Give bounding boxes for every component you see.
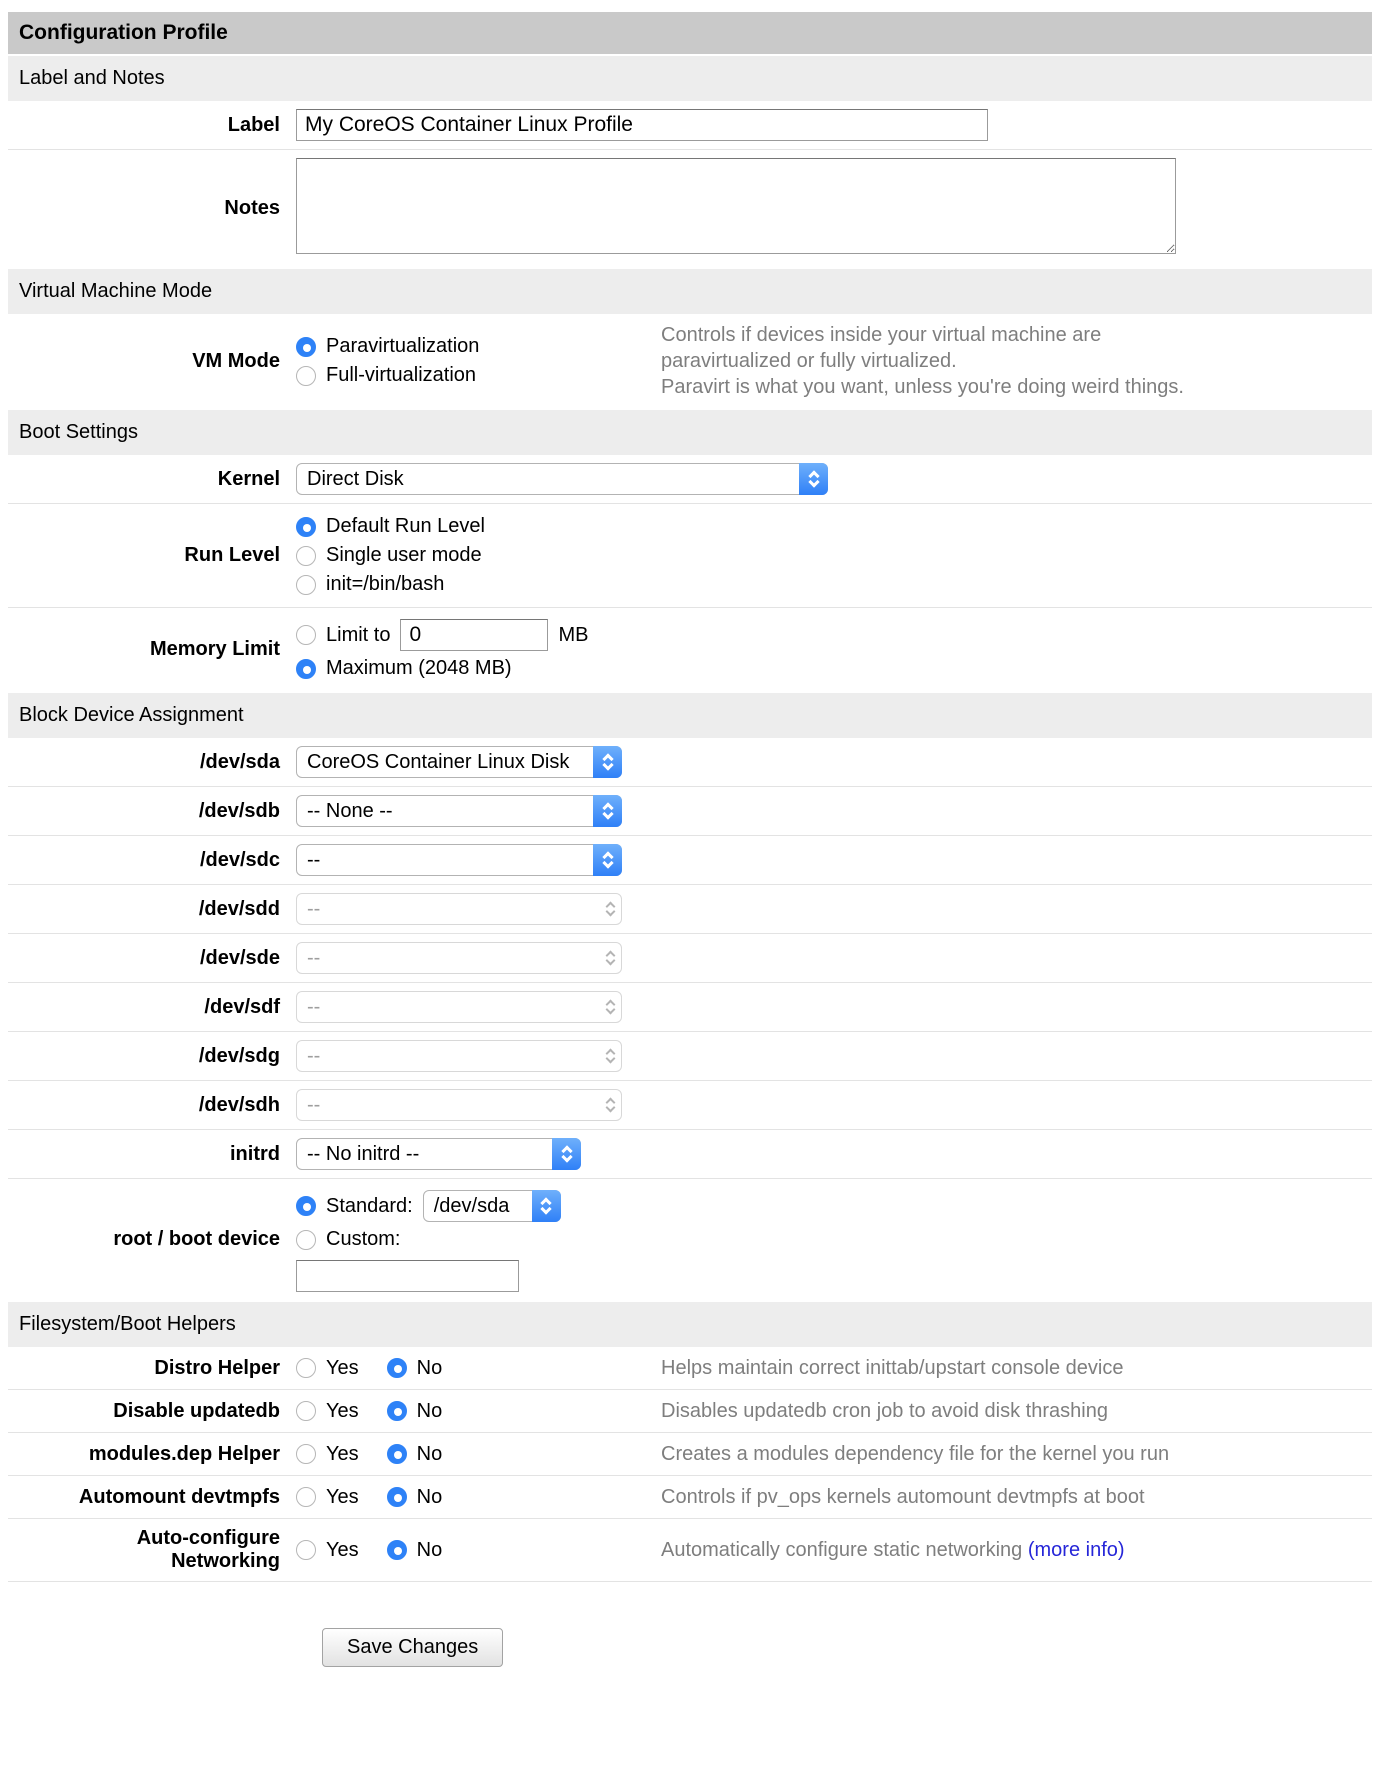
kernel-row bbox=[8, 455, 1372, 503]
device-row-sda bbox=[8, 738, 1372, 786]
modules-dep-yes-label: Yes bbox=[326, 1442, 359, 1465]
distro-helper-help: Helps maintain correct inittab/upstart console device bbox=[661, 1357, 1124, 1379]
device-sdd-select-value: -- bbox=[307, 897, 321, 920]
radio-auto-configure-networking-no[interactable] bbox=[387, 1540, 407, 1560]
device-sdh-label: /dev/sdh bbox=[198, 1093, 280, 1116]
automount-devtmpfs-no-label: No bbox=[416, 1485, 443, 1508]
initrd-select-value: -- No initrd -- bbox=[307, 1142, 420, 1165]
device-sda-select-value: CoreOS Container Linux Disk bbox=[307, 750, 570, 773]
radio-full-virtualization[interactable] bbox=[296, 366, 316, 386]
device-row-sdc bbox=[8, 835, 1372, 884]
modules-dep-no-label: No bbox=[416, 1442, 443, 1465]
run-level-option-default[interactable] bbox=[296, 512, 1372, 541]
device-sdh-select-value: -- bbox=[307, 1093, 321, 1116]
select-stepper-icon bbox=[598, 942, 622, 974]
distro-helper-yes-label: Yes bbox=[326, 1356, 359, 1379]
device-sdc-select[interactable] bbox=[296, 844, 622, 876]
radio-paravirtualization[interactable] bbox=[296, 337, 316, 357]
initrd-label: initrd bbox=[230, 1142, 280, 1165]
select-stepper-icon bbox=[593, 746, 622, 778]
device-sdc-select-value: -- bbox=[307, 848, 321, 871]
device-sdc-label: /dev/sdc bbox=[199, 848, 280, 871]
run-level-option-init-bash[interactable] bbox=[296, 570, 1372, 599]
device-sde-select-value: -- bbox=[307, 946, 321, 969]
initrd-row bbox=[8, 1129, 1372, 1178]
custom-root-device-input[interactable] bbox=[296, 1260, 519, 1292]
disable-updatedb-help: Disables updatedb cron job to avoid disk thrashing bbox=[661, 1400, 1108, 1422]
device-sdf-select-value: -- bbox=[307, 995, 321, 1018]
device-sde-label: /dev/sde bbox=[199, 946, 280, 969]
radio-limit-to-label: Limit to bbox=[326, 623, 391, 646]
label-row bbox=[8, 101, 1372, 149]
radio-distro-helper-no[interactable] bbox=[387, 1358, 407, 1378]
radio-disable-updatedb-no[interactable] bbox=[387, 1401, 407, 1421]
select-stepper-icon bbox=[552, 1138, 581, 1170]
section-virtual-machine-mode: Virtual Machine Mode bbox=[8, 269, 1372, 314]
device-sde-select bbox=[296, 942, 622, 974]
section-helpers-body bbox=[8, 1347, 1372, 1582]
root-device-option-standard[interactable] bbox=[296, 1187, 1372, 1225]
automount-devtmpfs-help: Controls if pv_ops kernels automount devtmpfs at boot bbox=[661, 1486, 1145, 1508]
vm-mode-option-paravirtualization[interactable] bbox=[296, 332, 645, 361]
device-sdd-select bbox=[296, 893, 622, 925]
label-field-label: Label bbox=[227, 113, 280, 136]
radio-automount-devtmpfs-no[interactable] bbox=[387, 1487, 407, 1507]
more-info-link[interactable]: (more info) bbox=[1027, 1539, 1125, 1561]
select-stepper-icon bbox=[799, 463, 828, 495]
radio-standard[interactable] bbox=[296, 1196, 316, 1216]
page-title: Configuration Profile bbox=[8, 12, 1372, 54]
modules-dep-help: Creates a modules dependency file for the kernel you run bbox=[661, 1443, 1170, 1465]
distro-helper-label: Distro Helper bbox=[154, 1356, 280, 1379]
disable-updatedb-yes-label: Yes bbox=[326, 1399, 359, 1422]
radio-default-run-level-label: Default Run Level bbox=[326, 515, 485, 537]
root-boot-device-label: root / boot device bbox=[113, 1228, 280, 1250]
radio-automount-devtmpfs-yes[interactable] bbox=[296, 1487, 316, 1507]
radio-full-virtualization-label: Full-virtualization bbox=[326, 364, 477, 386]
notes-textarea[interactable] bbox=[296, 158, 1176, 254]
radio-maximum[interactable] bbox=[296, 659, 316, 679]
select-stepper-icon bbox=[598, 1089, 622, 1121]
device-sdb-label: /dev/sdb bbox=[198, 799, 280, 822]
disable-updatedb-no-label: No bbox=[416, 1399, 443, 1422]
kernel-select[interactable] bbox=[296, 463, 828, 495]
disable-updatedb-label: Disable updatedb bbox=[113, 1399, 280, 1422]
radio-disable-updatedb-yes[interactable] bbox=[296, 1401, 316, 1421]
device-row-sde bbox=[8, 933, 1372, 982]
section-boot-settings: Boot Settings bbox=[8, 410, 1372, 455]
radio-single-user-mode[interactable] bbox=[296, 546, 316, 566]
vm-mode-option-full-virtualization[interactable] bbox=[296, 361, 645, 390]
auto-configure-networking-yes-label: Yes bbox=[326, 1538, 359, 1561]
root-boot-device-row bbox=[8, 1178, 1372, 1300]
section-filesystem-boot-helpers: Filesystem/Boot Helpers bbox=[8, 1302, 1372, 1347]
notes-row bbox=[8, 149, 1372, 267]
run-level-label: Run Level bbox=[184, 544, 280, 566]
device-sdg-label: /dev/sdg bbox=[198, 1044, 280, 1067]
memory-limit-label: Memory Limit bbox=[149, 638, 280, 660]
section-block-device-body bbox=[8, 738, 1372, 1300]
automount-devtmpfs-yes-label: Yes bbox=[326, 1485, 359, 1508]
select-stepper-icon bbox=[593, 844, 622, 876]
radio-single-user-mode-label: Single user mode bbox=[326, 544, 482, 566]
run-level-row bbox=[8, 503, 1372, 607]
helper-row-distro-helper bbox=[8, 1347, 1372, 1389]
save-area bbox=[322, 1628, 1372, 1667]
run-level-option-single-user[interactable] bbox=[296, 541, 1372, 570]
select-stepper-icon bbox=[598, 1040, 622, 1072]
device-row-sdd bbox=[8, 884, 1372, 933]
memory-limit-input[interactable] bbox=[400, 619, 548, 651]
device-sdb-select-value: -- None -- bbox=[307, 799, 393, 822]
radio-maximum-label: Maximum (2048 MB) bbox=[326, 657, 512, 679]
section-block-device-assignment: Block Device Assignment bbox=[8, 693, 1372, 738]
radio-distro-helper-yes[interactable] bbox=[296, 1358, 316, 1378]
memory-limit-option-limit-to[interactable] bbox=[296, 616, 1372, 654]
kernel-select-value: Direct Disk bbox=[307, 467, 404, 490]
label-input[interactable] bbox=[296, 109, 988, 141]
root-device-option-custom[interactable] bbox=[296, 1225, 1372, 1254]
configuration-profile-page bbox=[8, 12, 1372, 1697]
initrd-select[interactable] bbox=[296, 1138, 581, 1170]
helper-row-modules-dep bbox=[8, 1432, 1372, 1475]
select-stepper-icon bbox=[598, 991, 622, 1023]
device-sdd-label: /dev/sdd bbox=[198, 897, 280, 920]
memory-limit-option-maximum[interactable] bbox=[296, 654, 1372, 683]
vm-mode-help-line2: Paravirt is what you want, unless you're doing weird things. bbox=[661, 376, 1184, 398]
device-row-sdf bbox=[8, 982, 1372, 1031]
select-stepper-icon bbox=[593, 795, 622, 827]
radio-modules-dep-yes[interactable] bbox=[296, 1444, 316, 1464]
radio-default-run-level[interactable] bbox=[296, 517, 316, 537]
section-boot-settings-body bbox=[8, 455, 1372, 691]
vm-mode-label: VM Mode bbox=[192, 349, 280, 372]
radio-custom[interactable] bbox=[296, 1230, 316, 1250]
device-sdf-label: /dev/sdf bbox=[204, 995, 280, 1018]
notes-field-label: Notes bbox=[224, 197, 280, 219]
section-label-and-notes: Label and Notes bbox=[8, 56, 1372, 101]
vm-mode-row bbox=[8, 314, 1372, 408]
standard-device-select-value: /dev/sda bbox=[433, 1194, 510, 1217]
radio-init-bin-bash[interactable] bbox=[296, 575, 316, 595]
device-sdg-select-value: -- bbox=[307, 1044, 321, 1067]
auto-configure-networking-help: Automatically configure static networking (more info) bbox=[661, 1539, 1125, 1561]
device-sdg-select bbox=[296, 1040, 622, 1072]
device-row-sdh bbox=[8, 1080, 1372, 1129]
save-changes-button[interactable]: Save Changes bbox=[322, 1628, 503, 1667]
vm-mode-help-line1: Controls if devices inside your virtual machine are paravirtualized or fully virtualized. bbox=[661, 324, 1102, 372]
kernel-label: Kernel bbox=[217, 467, 280, 490]
device-sdh-select bbox=[296, 1089, 622, 1121]
standard-device-select[interactable] bbox=[423, 1190, 561, 1222]
radio-init-bin-bash-label: init=/bin/bash bbox=[326, 573, 445, 595]
device-sdb-select[interactable] bbox=[296, 795, 622, 827]
memory-limit-row bbox=[8, 607, 1372, 691]
automount-devtmpfs-label: Automount devtmpfs bbox=[78, 1485, 280, 1508]
radio-standard-label: Standard: bbox=[326, 1194, 413, 1217]
helper-row-auto-configure-networking bbox=[8, 1518, 1372, 1581]
radio-paravirtualization-label: Paravirtualization bbox=[326, 335, 480, 357]
device-sda-label: /dev/sda bbox=[199, 750, 280, 773]
radio-modules-dep-no[interactable] bbox=[387, 1444, 407, 1464]
auto-configure-networking-no-label: No bbox=[416, 1538, 443, 1561]
select-stepper-icon bbox=[598, 893, 622, 925]
device-row-sdg bbox=[8, 1031, 1372, 1080]
device-sda-select[interactable] bbox=[296, 746, 622, 778]
section-vm-mode-body bbox=[8, 314, 1372, 408]
radio-custom-label: Custom: bbox=[326, 1228, 401, 1250]
memory-limit-unit: MB bbox=[558, 623, 589, 646]
device-row-sdb bbox=[8, 786, 1372, 835]
vm-mode-help bbox=[661, 322, 1221, 400]
helper-row-automount-devtmpfs bbox=[8, 1475, 1372, 1518]
select-stepper-icon bbox=[532, 1190, 561, 1222]
radio-auto-configure-networking-yes[interactable] bbox=[296, 1540, 316, 1560]
modules-dep-helper-label: modules.dep Helper bbox=[88, 1442, 280, 1465]
distro-helper-no-label: No bbox=[416, 1356, 443, 1379]
radio-limit-to[interactable] bbox=[296, 625, 316, 645]
auto-configure-networking-label: Auto-configure Networking bbox=[136, 1527, 280, 1572]
section-label-and-notes-body bbox=[8, 101, 1372, 267]
device-sdf-select bbox=[296, 991, 622, 1023]
helper-row-disable-updatedb bbox=[8, 1389, 1372, 1432]
